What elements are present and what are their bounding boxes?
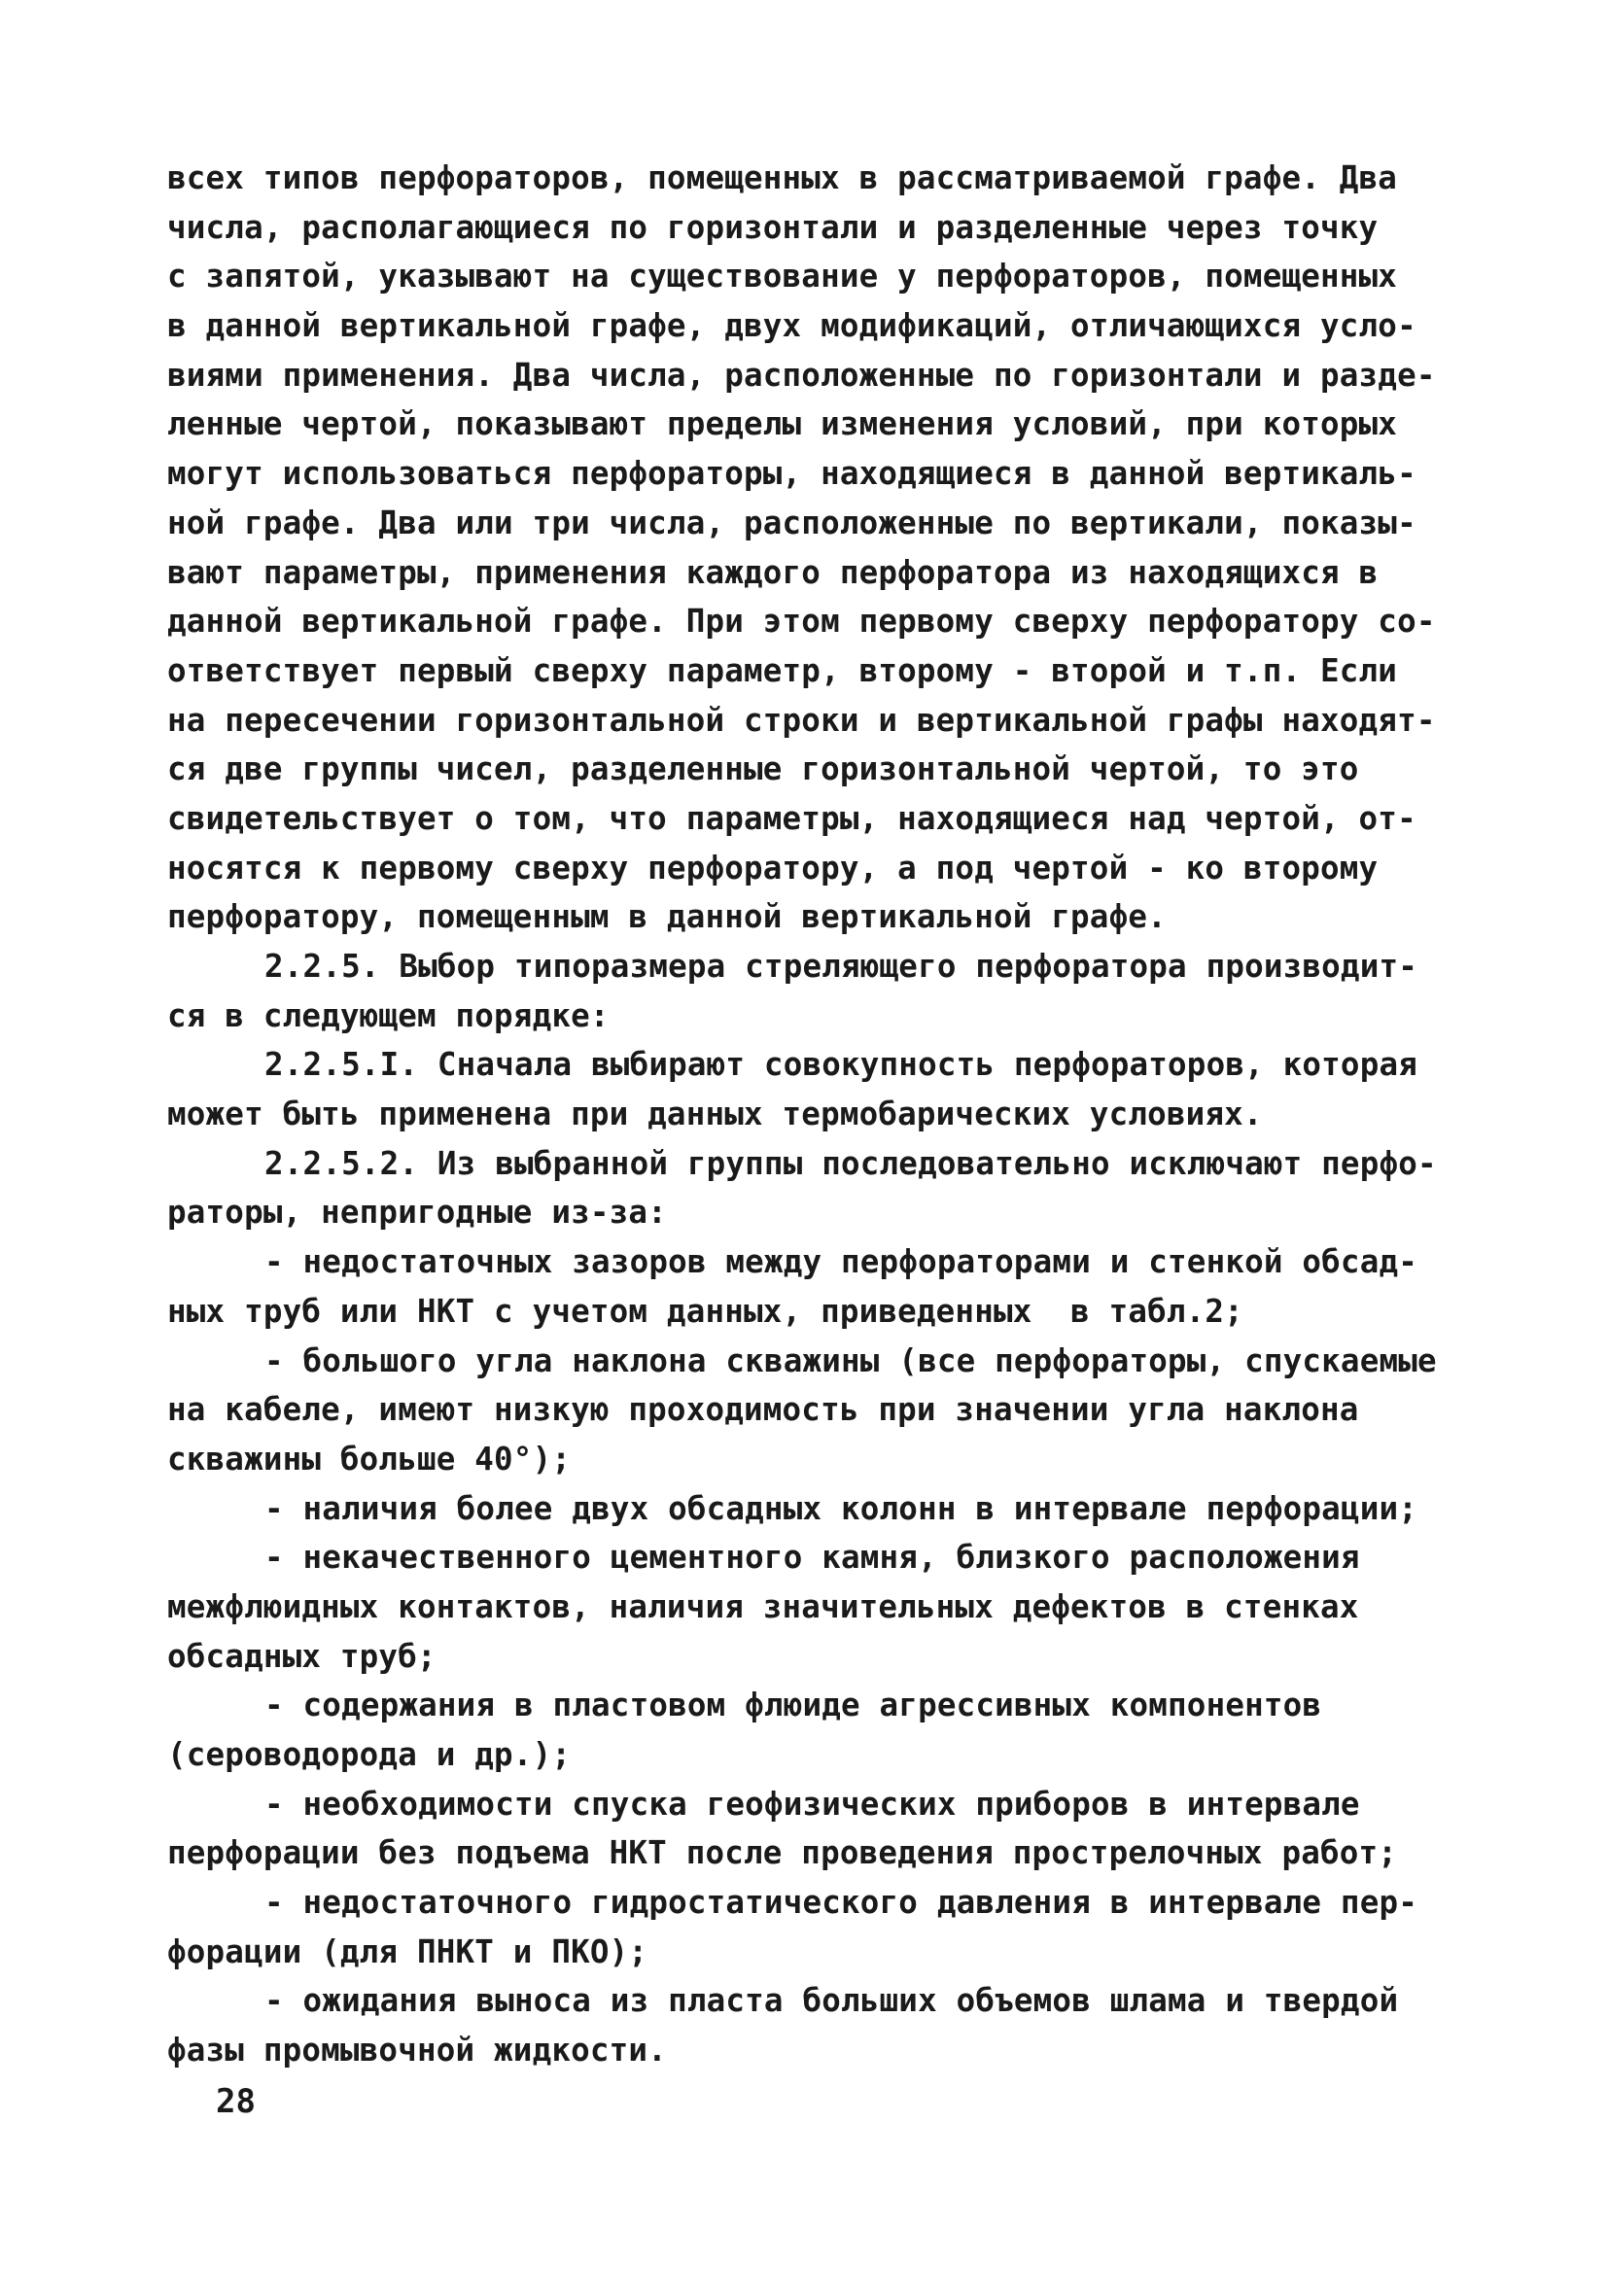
text-line: перфорации без подъема НКТ после проведения прострелочных работ; [167,1834,1398,1872]
text-line: 2.2.5. Выбор типоразмера стреляющего перфоратора производит- [264,948,1417,985]
text-line: скважины больше 40°); [167,1440,572,1478]
text-line: - недостаточных зазоров между перфораторами и стенкой обсад- [264,1243,1417,1281]
text-line: фазы промывочной жидкости. [167,2032,667,2070]
text-line: ленные чертой, показывают пределы изменения условий, при которых [167,405,1398,443]
text-line: перфоратору, помещенным в данной вертикальной графе. [167,898,1167,936]
text-line: форации (для ПНКТ и ПКО); [167,1932,648,1970]
text-line: - большого угла наклона скважины (все перфораторы, спускаемые [264,1341,1437,1379]
text-line: ной графе. Два или три числа, расположенные по вертикали, показы- [167,504,1416,541]
document-body [167,154,1470,2075]
page-number: 28 [216,2082,256,2121]
text-line: - ожидания выноса из пласта больших объемов шлама и твердой [264,1982,1399,2020]
text-line: - недостаточного гидростатического давления в интервале пер- [264,1884,1417,1922]
text-line: свидетельствует о том, что параметры, находящиеся над чертой, от- [167,799,1416,837]
text-line: вают параметры, применения каждого перфоратора из находящихся в [167,553,1379,591]
text-line: 2.2.5.I. Сначала выбирают совокупность перфораторов, которая [264,1046,1417,1084]
text-line: на кабеле, имеют низкую проходимость при значении угла наклона [167,1391,1359,1429]
text-line: ся две группы чисел, разделенные горизонтальной чертой, то это [167,750,1359,788]
text-line: виями применения. Два числа, расположенные по горизонтали и разде- [167,356,1436,394]
text-line: (сероводорода и др.); [167,1736,572,1773]
text-line: в данной вертикальной графе, двух модификаций, отличающихся усло- [167,307,1416,345]
text-line: всех типов перфораторов, помещенных в рассматриваемой графе. Два [167,159,1398,196]
text-line: обсадных труб; [167,1637,437,1675]
text-line: могут использоваться перфораторы, находящиеся в данной вертикаль- [167,455,1416,493]
text-line: на пересечении горизонтальной строки и вертикальной графы находят- [167,701,1436,739]
text-line: - необходимости спуска геофизических приборов в интервале [264,1785,1360,1823]
text-line: числа, располагающиеся по горизонтали и разделенные через точку [167,208,1379,246]
text-line: - наличия более двух обсадных колонн в интервале перфорации; [264,1489,1417,1527]
text-line: может быть применена при данных термобарических условиях. [167,1096,1263,1133]
text-line: ся в следующем порядке: [167,996,610,1034]
text-line: ответствует первый сверху параметр, второму - второй и т.п. Если [167,651,1398,689]
text-line: с запятой, указывают на существование у перфораторов, помещенных [167,258,1398,296]
text-line: носятся к первому сверху перфоратору, а под чертой - ко второму [167,849,1379,887]
text-line: межфлюидных контактов, наличия значительных дефектов в стенках [167,1587,1359,1625]
text-line: ных труб или НКТ с учетом данных, приведенных в табл.2; [167,1292,1243,1330]
text-line: - некачественного цементного камня, близкого расположения [264,1539,1360,1577]
text-line: - содержания в пластовом флюиде агрессивных компонентов [264,1687,1322,1724]
text-line: данной вертикальной графе. При этом первому сверху перфоратору со- [167,603,1436,641]
text-line: раторы, непригодные из-за: [167,1194,667,1232]
text-line: 2.2.5.2. Из выбранной группы последовательно исключают перфо- [264,1144,1437,1182]
